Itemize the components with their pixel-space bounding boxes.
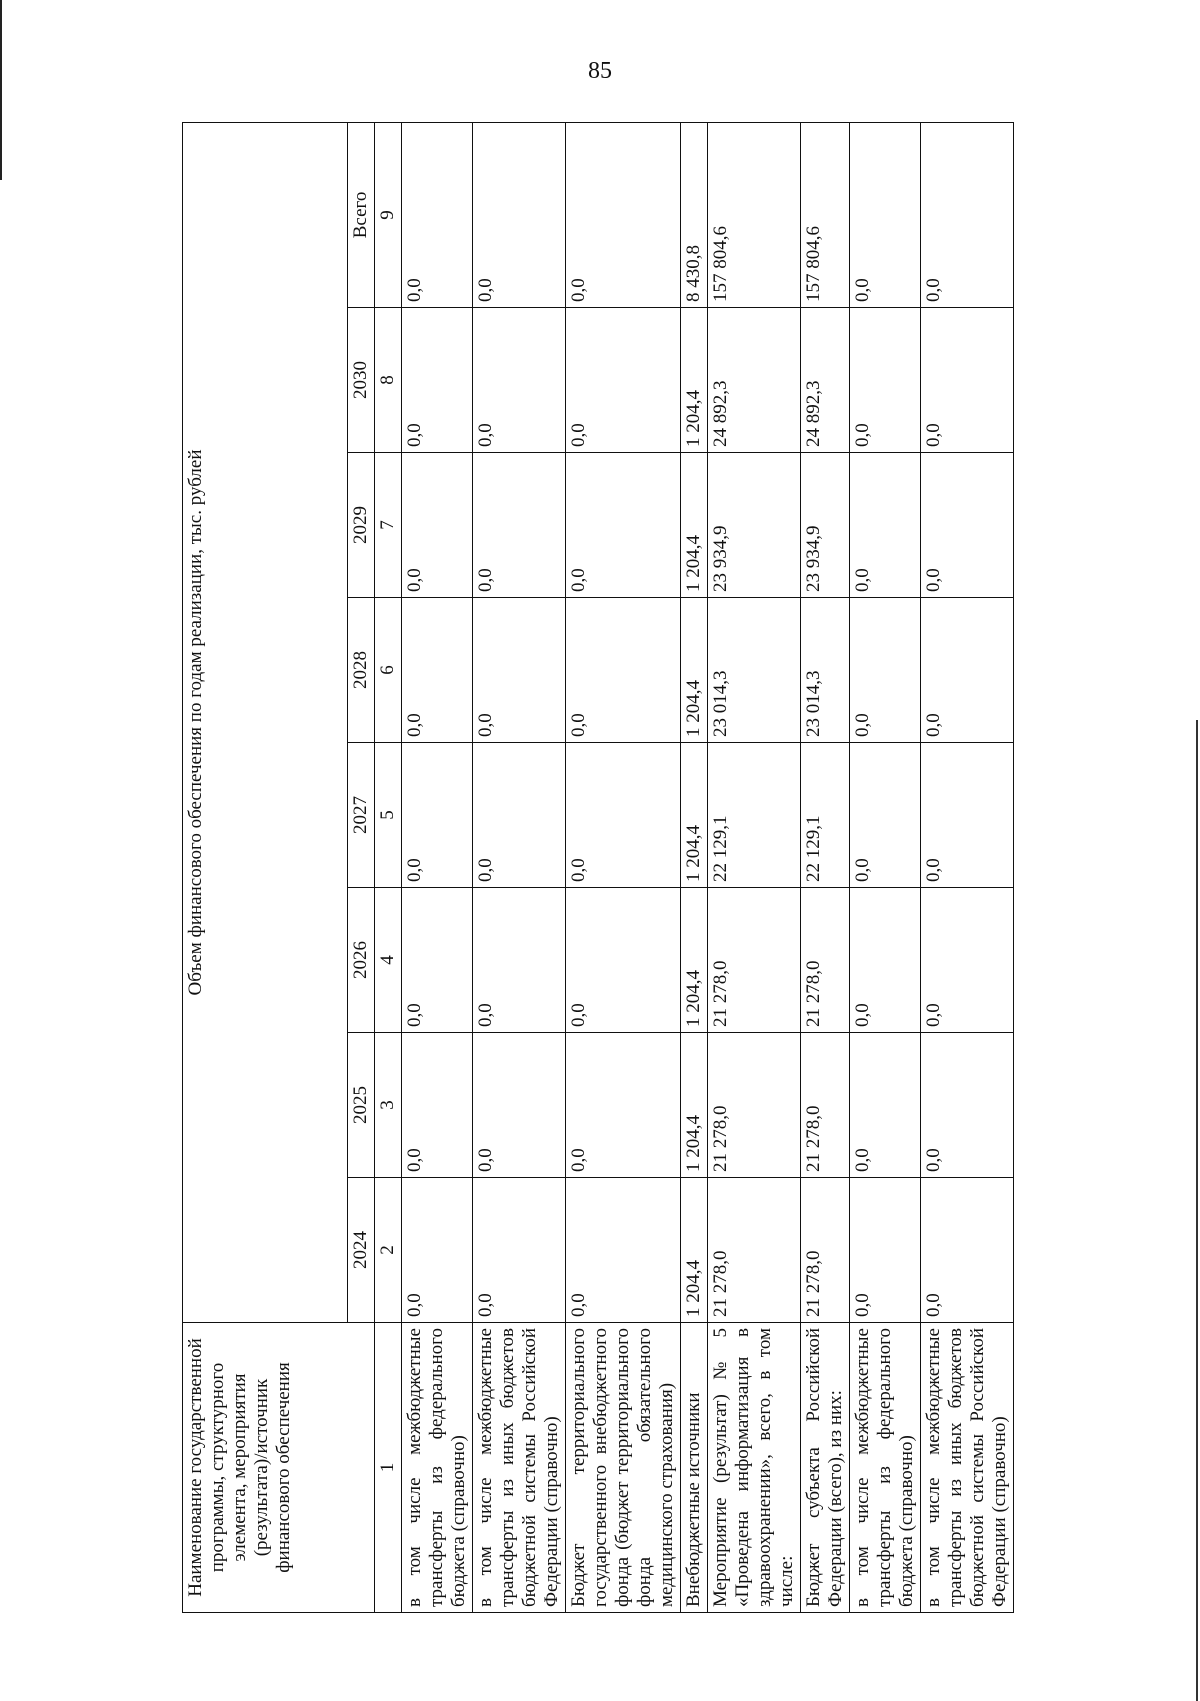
cell-value: 0,0 (475, 713, 496, 737)
table-row (708, 122, 801, 1612)
cell-value: 23 014,3 (803, 670, 824, 737)
cell-value: 0,0 (404, 1003, 425, 1027)
cell-value: 21 278,0 (710, 1105, 731, 1172)
value-cell (921, 743, 1014, 888)
column-header-year: 2029 (348, 453, 375, 598)
table-row (850, 122, 921, 1612)
value-cell (708, 453, 801, 598)
value-cell (473, 1178, 566, 1323)
value-cell (850, 1178, 921, 1323)
value-cell (566, 1033, 681, 1178)
value-cell (708, 1178, 801, 1323)
column-number-row (375, 122, 402, 1612)
column-header-name: Наименование государственной программы, структурного элемента, мероприятия (результата)/источник финансового обеспечения (183, 1323, 375, 1613)
value-cell (681, 598, 708, 743)
column-number: 9 (375, 122, 402, 307)
cell-value: 0,0 (852, 568, 873, 592)
cell-value: 21 278,0 (803, 1105, 824, 1172)
value-cell (566, 743, 681, 888)
cell-value: 0,0 (568, 278, 589, 302)
value-cell (681, 1033, 708, 1178)
cell-value: 0,0 (923, 713, 944, 737)
cell-value: 1 204,4 (683, 535, 704, 592)
total-cell (473, 122, 566, 307)
table-row (801, 122, 850, 1612)
value-cell (473, 888, 566, 1033)
column-number: 1 (375, 1323, 402, 1613)
value-cell (708, 888, 801, 1033)
value-cell (473, 743, 566, 888)
value-cell (850, 598, 921, 743)
column-header-year: 2028 (348, 598, 375, 743)
cell-value: 0,0 (923, 1293, 944, 1317)
scan-edge-mark (0, 0, 2, 180)
cell-value: 0,0 (404, 713, 425, 737)
cell-value: 0,0 (923, 423, 944, 447)
cell-value: 1 204,4 (683, 390, 704, 447)
value-cell (402, 308, 473, 453)
value-cell (566, 453, 681, 598)
cell-value: 0,0 (568, 1293, 589, 1317)
table-row (566, 122, 681, 1612)
value-cell (681, 453, 708, 598)
cell-value: 0,0 (568, 858, 589, 882)
cell-value: 21 278,0 (803, 1250, 824, 1317)
cell-value: 23 014,3 (710, 670, 731, 737)
cell-value: 0,0 (852, 1148, 873, 1172)
row-label: в том числе межбюджетные трансферты из федерального бюджета (справочно) (850, 1323, 921, 1613)
column-header-total: Всего (348, 122, 375, 307)
value-cell (402, 453, 473, 598)
value-cell (681, 888, 708, 1033)
cell-value: 0,0 (475, 1293, 496, 1317)
column-header-year: 2027 (348, 743, 375, 888)
page-number: 85 (588, 58, 612, 84)
cell-value: 0,0 (923, 858, 944, 882)
value-cell (921, 1033, 1014, 1178)
total-cell (708, 122, 801, 307)
cell-value: 0,0 (404, 278, 425, 302)
value-cell (708, 308, 801, 453)
value-cell (402, 743, 473, 888)
cell-value: 0,0 (404, 1293, 425, 1317)
value-cell (801, 1033, 850, 1178)
value-cell (850, 743, 921, 888)
cell-value: 0,0 (568, 1148, 589, 1172)
column-header-year: 2026 (348, 888, 375, 1033)
cell-value: 0,0 (852, 713, 873, 737)
value-cell (402, 1033, 473, 1178)
cell-value: 0,0 (475, 1148, 496, 1172)
column-header-year: 2024 (348, 1178, 375, 1323)
column-number: 8 (375, 308, 402, 453)
cell-value: 0,0 (404, 423, 425, 447)
total-cell (681, 122, 708, 307)
row-label: Внебюджетные источники (681, 1323, 708, 1613)
value-cell (708, 598, 801, 743)
cell-value: 0,0 (852, 1293, 873, 1317)
value-cell (473, 1033, 566, 1178)
table-row (681, 122, 708, 1612)
cell-value: 0,0 (568, 713, 589, 737)
column-group-header: Объем финансового обеспечения по годам реализации, тыс. рублей (183, 122, 348, 1322)
row-label: в том числе межбюджетные трансферты из иных бюджетов бюджетной системы Российской Федерации (справочно) (473, 1323, 566, 1613)
header-row-group (183, 122, 348, 1612)
financing-table (182, 122, 1014, 1613)
cell-value: 23 934,9 (803, 525, 824, 592)
total-cell (850, 122, 921, 307)
value-cell (402, 888, 473, 1033)
cell-value: 0,0 (852, 858, 873, 882)
total-cell (402, 122, 473, 307)
cell-value: 1 204,4 (683, 680, 704, 737)
cell-value: 24 892,3 (803, 380, 824, 447)
cell-value: 8 430,8 (683, 245, 704, 302)
value-cell (921, 1178, 1014, 1323)
total-cell (566, 122, 681, 307)
value-cell (850, 453, 921, 598)
cell-value: 0,0 (568, 1003, 589, 1027)
value-cell (801, 743, 850, 888)
cell-value: 0,0 (568, 568, 589, 592)
row-label: Бюджет территориального государственного внебюджетного фонда (бюджет территориального фонда обязательного медицинского страхования) (566, 1323, 681, 1613)
value-cell (708, 743, 801, 888)
cell-value: 0,0 (404, 1148, 425, 1172)
cell-value: 22 129,1 (710, 815, 731, 882)
row-label: Бюджет субъекта Российской Федерации (всего), из них: (801, 1323, 850, 1613)
cell-value: 21 278,0 (710, 1250, 731, 1317)
cell-value: 0,0 (852, 1003, 873, 1027)
value-cell (681, 743, 708, 888)
value-cell (921, 888, 1014, 1033)
column-header-year: 2030 (348, 308, 375, 453)
value-cell (402, 598, 473, 743)
cell-value: 0,0 (923, 1003, 944, 1027)
row-label: Мероприятие (результат) № 5 «Проведена информатизация в здравоохранении», всего, в том числе: (708, 1323, 801, 1613)
cell-value: 1 204,4 (683, 1260, 704, 1317)
value-cell (801, 308, 850, 453)
column-number: 2 (375, 1178, 402, 1323)
rotated-table-area (182, 123, 1062, 1613)
cell-value: 0,0 (923, 278, 944, 302)
row-label: в том числе межбюджетные трансферты из иных бюджетов бюджетной системы Российской Федерации (справочно) (921, 1323, 1014, 1613)
cell-value: 0,0 (404, 568, 425, 592)
value-cell (921, 308, 1014, 453)
cell-value: 0,0 (475, 278, 496, 302)
cell-value: 0,0 (568, 423, 589, 447)
value-cell (801, 1178, 850, 1323)
total-cell (921, 122, 1014, 307)
cell-value: 0,0 (852, 423, 873, 447)
value-cell (566, 598, 681, 743)
value-cell (681, 1178, 708, 1323)
cell-value: 22 129,1 (803, 815, 824, 882)
value-cell (473, 453, 566, 598)
value-cell (566, 888, 681, 1033)
scan-edge-mark (1196, 720, 1198, 1701)
cell-value: 1 204,4 (683, 1115, 704, 1172)
cell-value: 1 204,4 (683, 970, 704, 1027)
value-cell (402, 1178, 473, 1323)
value-cell (801, 453, 850, 598)
value-cell (921, 453, 1014, 598)
value-cell (801, 598, 850, 743)
cell-value: 0,0 (923, 568, 944, 592)
column-number: 4 (375, 888, 402, 1033)
column-number: 5 (375, 743, 402, 888)
value-cell (850, 888, 921, 1033)
value-cell (921, 598, 1014, 743)
cell-value: 0,0 (475, 858, 496, 882)
row-label: в том числе межбюджетные трансферты из федерального бюджета (справочно) (402, 1323, 473, 1613)
cell-value: 23 934,9 (710, 525, 731, 592)
value-cell (566, 308, 681, 453)
cell-value: 21 278,0 (803, 960, 824, 1027)
column-number: 7 (375, 453, 402, 598)
table-row (402, 122, 473, 1612)
column-number: 6 (375, 598, 402, 743)
cell-value: 157 804,6 (803, 226, 824, 302)
table-row (921, 122, 1014, 1612)
value-cell (473, 308, 566, 453)
cell-value: 0,0 (923, 1148, 944, 1172)
value-cell (708, 1033, 801, 1178)
value-cell (473, 598, 566, 743)
rotated-table-canvas (182, 123, 1062, 1613)
cell-value: 0,0 (404, 858, 425, 882)
cell-value: 157 804,6 (710, 226, 731, 302)
cell-value: 1 204,4 (683, 825, 704, 882)
value-cell (566, 1178, 681, 1323)
cell-value: 0,0 (475, 568, 496, 592)
table-body (402, 122, 1014, 1612)
value-cell (801, 888, 850, 1033)
table-row (473, 122, 566, 1612)
cell-value: 21 278,0 (710, 960, 731, 1027)
cell-value: 0,0 (475, 1003, 496, 1027)
cell-value: 0,0 (852, 278, 873, 302)
cell-value: 24 892,3 (710, 380, 731, 447)
value-cell (850, 1033, 921, 1178)
total-cell (801, 122, 850, 307)
value-cell (681, 308, 708, 453)
cell-value: 0,0 (475, 423, 496, 447)
column-header-year: 2025 (348, 1033, 375, 1178)
value-cell (850, 308, 921, 453)
column-number: 3 (375, 1033, 402, 1178)
